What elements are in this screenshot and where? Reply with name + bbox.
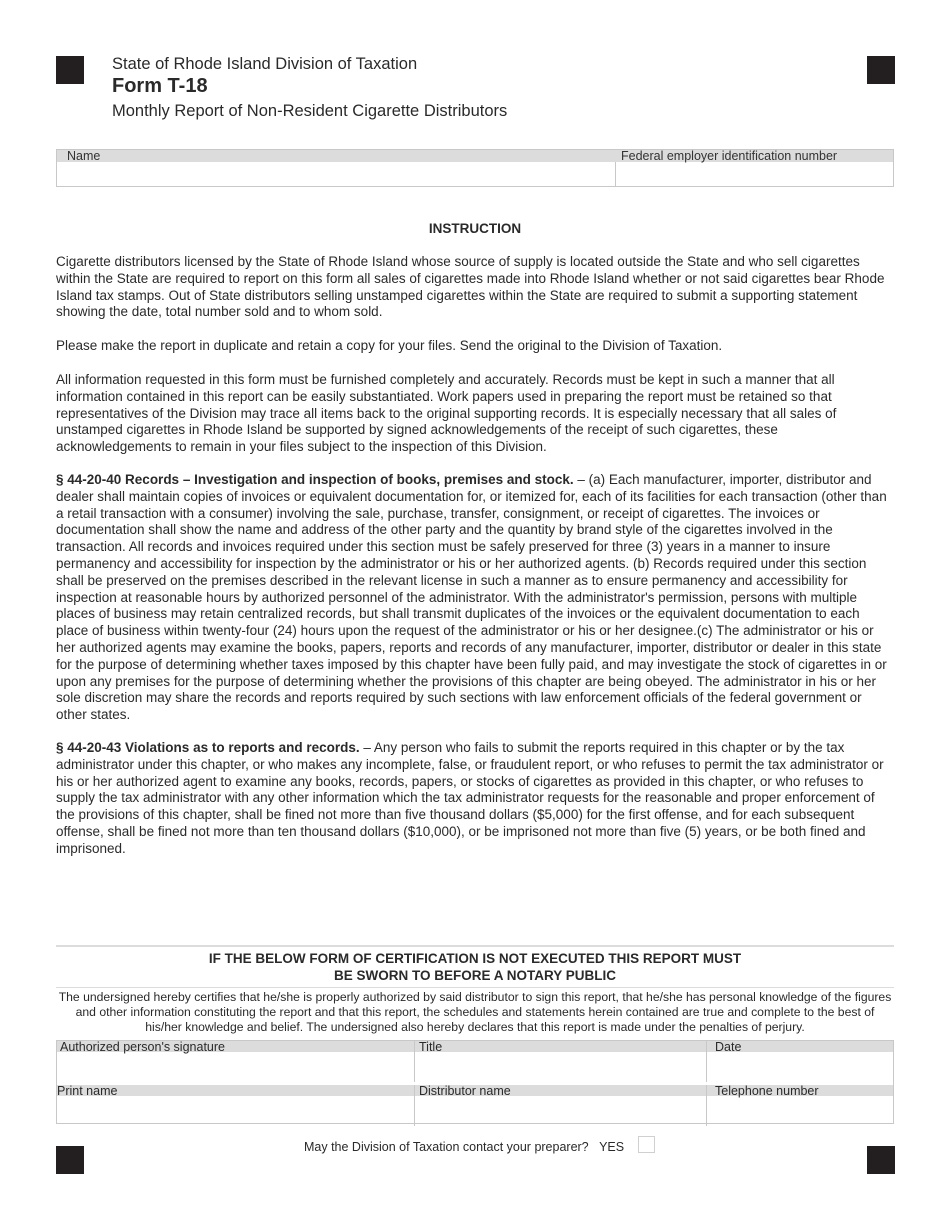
certification-statement: The undersigned hereby certifies that he/she is properly authorized by said distributor to sign this report, that he/she has personal knowledge of the figures and other information constituting the report and that this report, the schedules and statements herein contained are true and complete to the best of his/her knowledge and belief. The undersigned also hereby declares that this report is made under the penalties of perjury. — [58, 990, 892, 1034]
yes-checkbox[interactable] — [638, 1136, 655, 1153]
records-statute-body: – (a) Each manufacturer, importer, distributor and dealer shall maintain copies of invoices or equivalent documentation for, or itemized for, each of its facilities for each transaction (other than a retail transaction with a consumer) involving the sale, purchase, transfer, consignment, or receipt of cigarettes. The invoices or documentation shall show the name and address of the other party and the quantity by brand style of the cigarettes involved in the transaction. All records and invoices required under this section must be safely preserved for three (3) years in a manner to insure permanency and accessibility for inspection by the administrator or his or her authorized agents. (b) Records required under this section shall be preserved on the premises described in the relevant license in such a manner as to ensure permanency and accessibility for inspection at reasonable hours by authorized personnel of the administrator. With the administrator's permission, persons with multiple places of business may retain centralized records, but shall transmit duplicates of the invoices or the equivalent documentation to each place of business within twenty-four (24) hours upon the request of the administrator or his or her designee.(c) The administrator or his or her authorized agents may examine the books, papers, reports and records of any manufacturer, importer, distributor or dealer in this state for the purpose of determining whether taxes imposed by this chapter have been fully paid, and may investigate the stock of cigarettes in or upon any premises for the purpose of determining whether the provisions of this chapter are being obeyed. The administrator in his or her sole discretion may share the records and reports required by such sections with law enforcement officials of the federal government or other states. — [56, 472, 887, 723]
signature-row-2 — [57, 1085, 893, 1126]
instruction-paragraph-3: All information requested in this form must be furnished completely and accurately. Records must be kept in such a manner that all information contained in this report can be easily substantiated. Work papers used in preparing the report must be retained so that representatives of the Division may trace all items back to the original supporting records. It is especially necessary that all sales of unstamped cigarettes in Rhode Island be supported by signed acknowledgements of the receipt of such cigarettes, these acknowledgements to remain in your files subject to the inspection of this Division. — [56, 372, 837, 455]
signature-row-1 — [57, 1041, 893, 1082]
certification-divider-2 — [56, 987, 894, 988]
title-label: Title — [419, 1040, 443, 1054]
registration-mark-bottom-left — [56, 1146, 84, 1174]
form-number: Form T-18 — [112, 75, 208, 97]
yes-label: YES — [599, 1140, 625, 1154]
signature-field[interactable] — [57, 1041, 415, 1082]
identification-table — [56, 149, 894, 187]
date-field[interactable] — [706, 1041, 893, 1082]
fein-field[interactable] — [615, 162, 893, 186]
certification-title-line-1: IF THE BELOW FORM OF CERTIFICATION IS NOT EXECUTED THIS REPORT MUST — [208, 951, 742, 966]
distributor-name-field[interactable] — [414, 1085, 707, 1126]
name-label: Name — [57, 150, 615, 162]
fein-label: Federal employer identification number — [615, 150, 893, 162]
telephone-label: Telephone number — [715, 1084, 819, 1098]
contact-preparer-question — [304, 1140, 624, 1154]
violations-statute-body: – Any person who fails to submit the reports required in this chapter or by the tax administrator under this chapter, or who makes any incomplete, false, or fraudulent report, or who refuses to permit the tax administrator or his or her authorized agent to examine any books, records, papers, or stocks of cigarettes as provided in this chapter, or who refuses to supply the tax administrator with any other information which the tax administrator requests for the reasonable and proper enforcement of the provisions of this chapter, shall be fined not more than five thousand dollars ($5,000) for the first offense, and for each subsequent offense, shall be fined not more than ten thousand dollars ($10,000), or be imprisoned not more than five (5) years, or be both fined and imprisoned. — [56, 740, 884, 856]
signature-label: Authorized person's signature — [60, 1040, 225, 1054]
title-field[interactable] — [414, 1041, 707, 1082]
date-label: Date — [715, 1040, 742, 1054]
registration-mark-top-left — [56, 56, 84, 84]
instruction-heading: INSTRUCTION — [428, 221, 522, 236]
violations-statute-paragraph — [56, 740, 894, 858]
signature-table — [56, 1040, 894, 1124]
instruction-paragraph-2: Please make the report in duplicate and retain a copy for your files. Send the original to the Division of Taxation. — [56, 338, 723, 353]
registration-mark-top-right — [867, 56, 895, 84]
certification-divider — [56, 945, 894, 947]
certification-title-line-2: BE SWORN TO BEFORE A NOTARY PUBLIC — [333, 968, 616, 983]
name-cell — [57, 150, 616, 186]
print-name-label: Print name — [57, 1084, 118, 1098]
fein-cell — [615, 150, 893, 186]
registration-mark-bottom-right — [867, 1146, 895, 1174]
print-name-field[interactable] — [57, 1085, 415, 1126]
contact-question-text: May the Division of Taxation contact your preparer? — [304, 1140, 589, 1154]
violations-statute-heading: § 44-20-43 Violations as to reports and records. — [56, 740, 360, 755]
agency-name: State of Rhode Island Division of Taxation — [112, 55, 418, 73]
name-field[interactable] — [57, 162, 615, 186]
instruction-paragraph-1: Cigarette distributors licensed by the State of Rhode Island whose source of supply is located outside the State and who sell cigarettes within the State are required to report on this form all sales of cigarettes made into Rhode Island whether or not said cigarettes bear Rhode Island tax stamps. Out of State distributors selling unstamped cigarettes within the State are required to submit a supporting statement showing the date, total number sold and to whom sold. — [56, 254, 885, 320]
records-statute-heading: § 44-20-40 Records – Investigation and inspection of books, premises and stock. — [56, 472, 574, 487]
records-statute-paragraph — [56, 472, 894, 724]
telephone-field[interactable] — [706, 1085, 893, 1126]
distributor-name-label: Distributor name — [419, 1084, 511, 1098]
form-title: Monthly Report of Non-Resident Cigarette Distributors — [112, 102, 508, 120]
certification-title — [56, 950, 894, 984]
